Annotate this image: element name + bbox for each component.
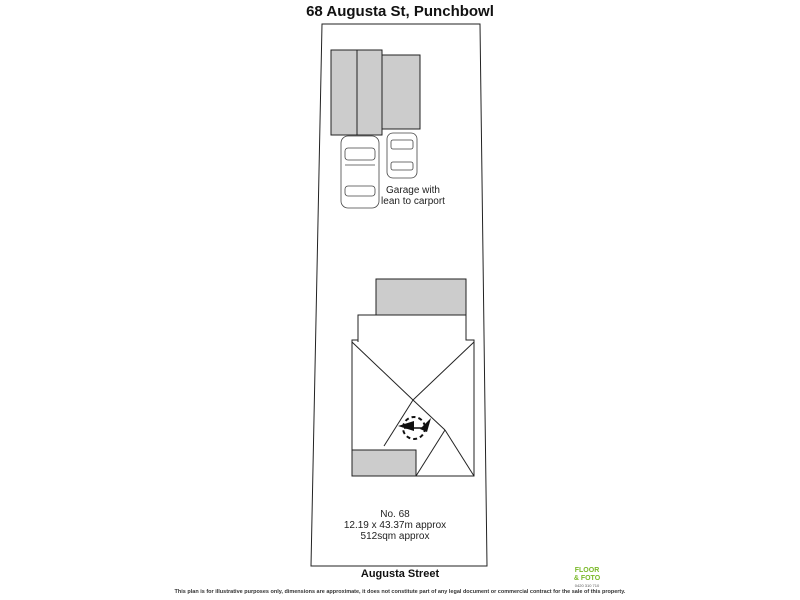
garage-left-section [331,50,357,135]
garage-middle-section [357,50,382,135]
garage-label-line2: lean to carport [381,196,445,207]
garage-label [380,185,446,207]
logo-word-floor: FLOOR [574,567,600,574]
lot-dimensions: 12.19 x 43.37m approx [343,520,447,531]
logo-phone: 0420 310 710 [574,583,600,588]
lot-number: No. 68 [380,509,410,520]
logo-word-foto: & FOTO [573,575,601,582]
lot-area: 512sqm approx [360,531,430,542]
rear-extension [376,279,466,315]
front-porch [352,450,416,476]
disclaimer: This plan is for illustrative purposes only, dimensions are approximate, it does not constitute part of any legal document or commercial contract for the sale of this property. [174,589,626,595]
lot-info [320,509,470,542]
company-logo [563,567,611,588]
car-icon [387,133,417,178]
garage-label-line1: Garage with [386,185,440,196]
carport-roof [382,55,420,129]
street-name: Augusta Street [360,568,440,580]
car-icon [341,136,379,208]
page-title: 68 Augusta St, Punchbowl [306,3,494,20]
